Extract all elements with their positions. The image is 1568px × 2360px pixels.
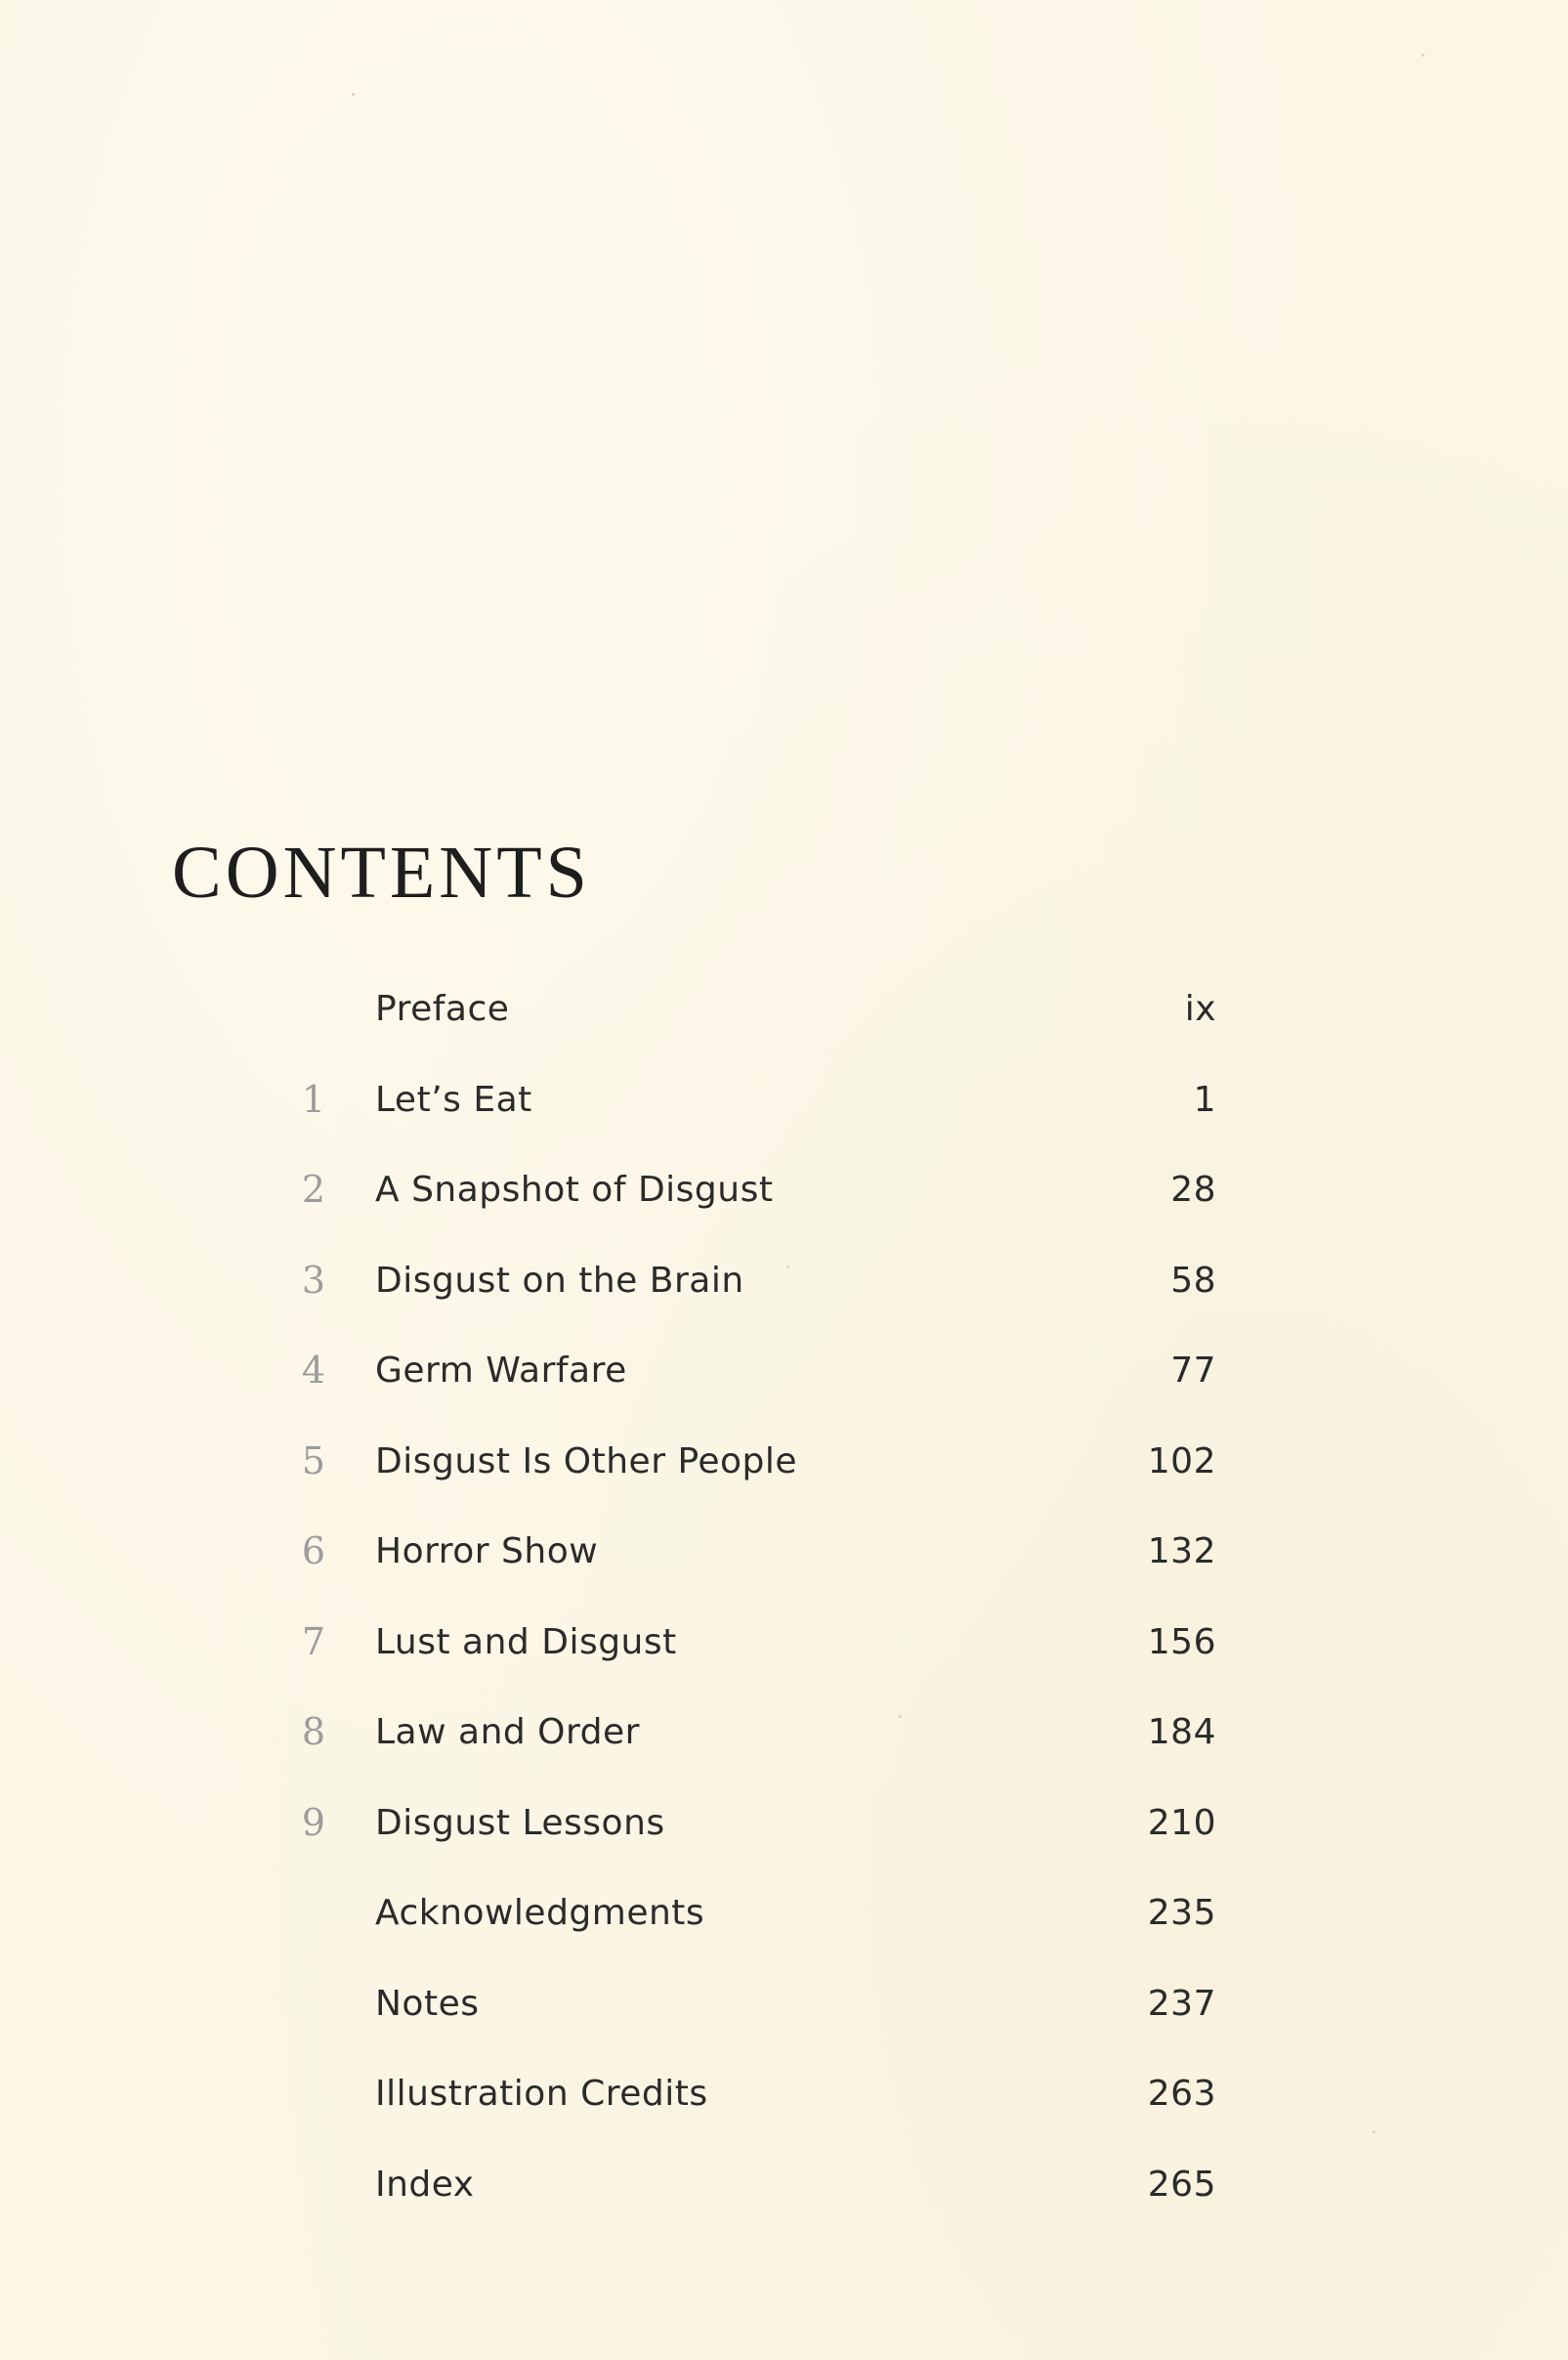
toc-entry-illustration-credits[interactable] [293,2072,1216,2163]
entry-title: Disgust on the Brain [375,1260,744,1301]
entry-page-number: 132 [1147,1531,1216,1571]
entry-page-number: 210 [1147,1802,1216,1843]
entry-title: Notes [375,1983,480,2024]
toc-entry-acknowledgments[interactable] [293,1891,1216,1982]
toc-entry-chapter-4[interactable] [293,1349,1216,1439]
toc-entry-chapter-2[interactable] [293,1168,1216,1259]
entry-page-number: 263 [1147,2074,1216,2114]
entry-page-number: ix [1184,989,1216,1029]
chapter-number: 1 [301,1077,326,1121]
paper-speck [1421,54,1424,57]
toc-entry-chapter-5[interactable] [293,1439,1216,1530]
entry-page-number: 237 [1147,1983,1216,2024]
entry-page-number: 102 [1147,1440,1216,1481]
chapter-number: 3 [301,1258,326,1302]
contents-heading: CONTENTS [172,832,591,914]
toc-entry-chapter-3[interactable] [293,1259,1216,1350]
chapter-number: 5 [301,1438,326,1482]
chapter-number: 6 [301,1529,326,1572]
entry-title: Germ Warfare [375,1351,627,1391]
entry-title: Acknowledgments [375,1893,705,1933]
entry-title: Index [375,2164,475,2205]
entry-title: Disgust Lessons [375,1802,665,1843]
chapter-number: 9 [301,1800,326,1844]
entry-title: Disgust Is Other People [375,1440,798,1481]
paper-speck [352,93,355,96]
chapter-number: 8 [301,1710,326,1753]
entry-title: Let’s Eat [375,1079,532,1120]
chapter-number: 7 [301,1619,326,1663]
toc-entry-notes[interactable] [293,1982,1216,2073]
chapter-number: 2 [301,1168,326,1211]
entry-title: Law and Order [375,1712,640,1752]
toc-entry-chapter-7[interactable] [293,1620,1216,1711]
entry-page-number: 184 [1147,1712,1216,1752]
table-of-contents [293,987,1216,2253]
entry-page-number: 28 [1170,1170,1216,1210]
paper-speck [1373,2130,1376,2133]
toc-entry-index[interactable] [293,2163,1216,2253]
toc-entry-preface[interactable] [293,987,1216,1078]
entry-page-number: 58 [1170,1260,1216,1301]
entry-title: Horror Show [375,1531,599,1571]
toc-entry-chapter-9[interactable] [293,1801,1216,1892]
entry-page-number: 77 [1170,1351,1216,1391]
toc-entry-chapter-1[interactable] [293,1078,1216,1169]
entry-page-number: 156 [1147,1621,1216,1662]
entry-title: A Snapshot of Disgust [375,1170,774,1210]
entry-page-number: 1 [1193,1079,1216,1120]
entry-title: Lust and Disgust [375,1621,677,1662]
entry-page-number: 265 [1147,2164,1216,2205]
entry-title: Illustration Credits [375,2074,708,2114]
toc-entry-chapter-8[interactable] [293,1710,1216,1801]
entry-page-number: 235 [1147,1893,1216,1933]
toc-entry-chapter-6[interactable] [293,1529,1216,1620]
entry-title: Preface [375,989,510,1029]
chapter-number: 4 [301,1349,326,1392]
